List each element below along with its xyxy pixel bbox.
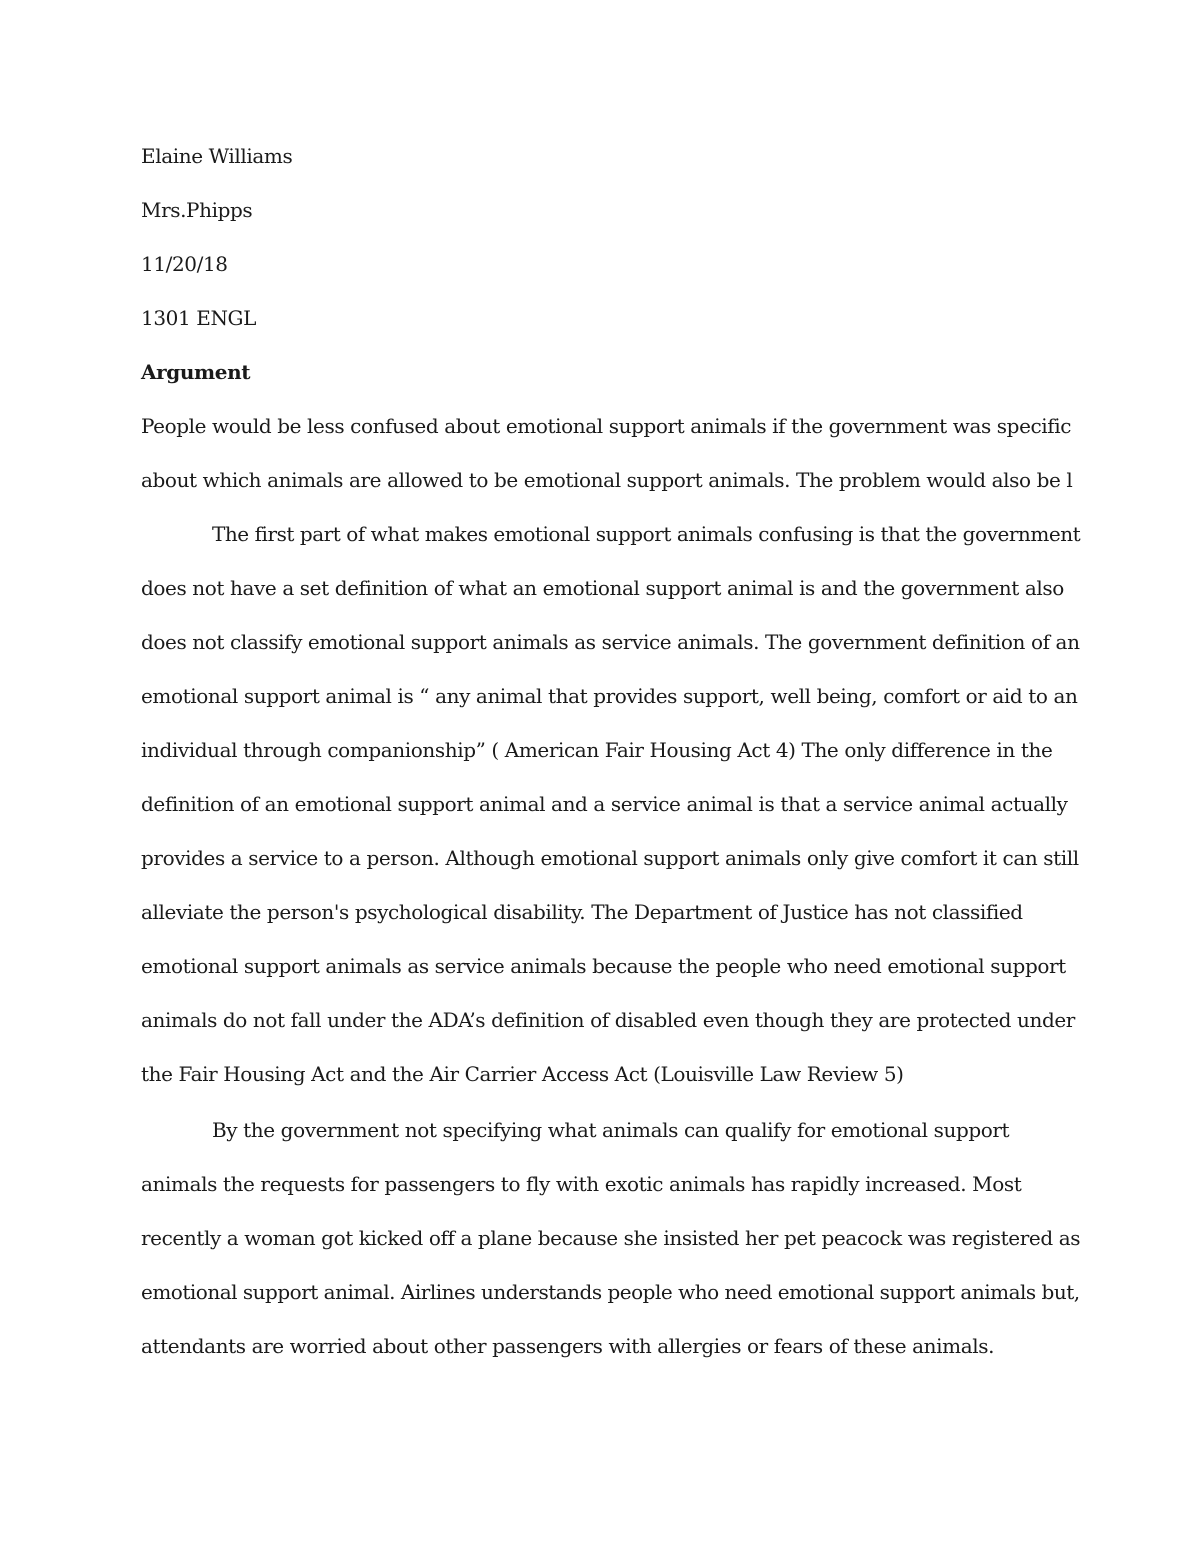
text-line: about which animals are allowed to be emotional support animals. The problem would also be l <box>141 468 1073 492</box>
instructor-name: Mrs.Phipps <box>141 198 253 222</box>
text-line: individual through companionship” ( American Fair Housing Act 4) The only difference in the <box>141 738 1053 762</box>
text-line: provides a service to a person. Although emotional support animals only give comfort it can still <box>141 846 1079 870</box>
text-line: does not have a set definition of what an emotional support animal is and the government also <box>141 576 1064 600</box>
student-name: Elaine Williams <box>141 144 293 168</box>
text-line: By the government not specifying what animals can qualify for emotional support <box>212 1118 1010 1142</box>
text-line: recently a woman got kicked off a plane because she insisted her pet peacock was registered as <box>141 1226 1081 1250</box>
text-line: emotional support animal. Airlines understands people who need emotional support animals but, <box>141 1280 1080 1304</box>
text-line: The first part of what makes emotional support animals confusing is that the government <box>212 522 1081 546</box>
essay-title: Argument <box>141 360 251 384</box>
course-name: 1301 ENGL <box>141 306 257 330</box>
text-line: alleviate the person's psychological disability. The Department of Justice has not classified <box>141 900 1023 924</box>
text-line: the Fair Housing Act and the Air Carrier Access Act (Louisville Law Review 5) <box>141 1062 904 1086</box>
text-line: People would be less confused about emotional support animals if the government was specific <box>141 414 1072 438</box>
text-line: animals do not fall under the ADA’s definition of disabled even though they are protected under <box>141 1008 1075 1032</box>
text-line: definition of an emotional support animal and a service animal is that a service animal actually <box>141 792 1068 816</box>
assignment-date: 11/20/18 <box>141 252 228 276</box>
text-line: attendants are worried about other passengers with allergies or fears of these animals. <box>141 1334 995 1358</box>
text-line: emotional support animal is “ any animal that provides support, well being, comfort or aid to an <box>141 684 1078 708</box>
text-line: does not classify emotional support animals as service animals. The government definition of an <box>141 630 1080 654</box>
text-line: emotional support animals as service animals because the people who need emotional support <box>141 954 1066 978</box>
text-line: animals the requests for passengers to fly with exotic animals has rapidly increased. Most <box>141 1172 1022 1196</box>
